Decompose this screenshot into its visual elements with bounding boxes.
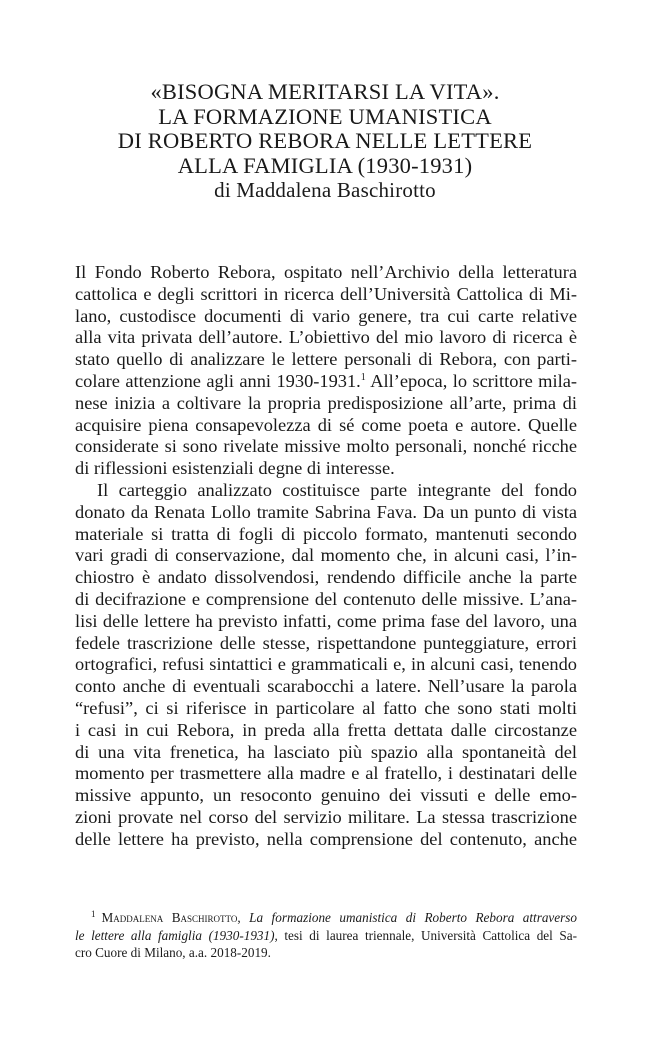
article-title	[60, 80, 590, 203]
text-line: di decifrazione e comprensione del contenuto delle missive. L’ana-	[75, 588, 577, 609]
paragraph-2	[75, 480, 577, 851]
footnote-author: Maddalena Baschirotto	[101, 910, 238, 925]
footnote-text: , tesi di laurea triennale, Università Cattolica del Sa-	[274, 927, 577, 943]
footnote-line: cro Cuore di Milano, a.a. 2018-2019.	[75, 945, 271, 960]
text-segment: All’epoca, lo scrittore mila-	[365, 370, 577, 391]
text-line: lisi delle lettere ha previsto infatti, come prima fase del lavoro, una	[75, 610, 577, 631]
text-segment: colare attenzione agli anni 1930-1931.	[75, 370, 361, 391]
footnote-line	[75, 927, 577, 945]
paragraph-1	[75, 262, 577, 480]
text-line: Il Fondo Roberto Rebora, ospitato nell’Archivio della letteratura	[75, 262, 577, 282]
footnote-work-title: le lettere alla famiglia (1930-1931)	[75, 927, 275, 943]
title-line: LA FORMAZIONE UMANISTICA	[158, 103, 492, 129]
text-line: alla vita privata dell’autore. L’obiettivo del mio lavoro di ricerca è	[75, 327, 577, 348]
title-line: «BISOGNA MERITARSI LA VITA».	[150, 79, 500, 104]
text-line: lano, custodisce documenti di vario genere, tra cui carte relative	[75, 305, 577, 326]
text-line: ortografici, refusi sintattici e grammaticali e, in alcuni casi, tenendo	[75, 654, 577, 675]
footnote-number: 1	[91, 909, 96, 919]
footnote-work-title: La formazione umanistica di Roberto Rebora attraverso	[249, 910, 577, 925]
text-line: stato quello di analizzare le lettere personali di Rebora, con parti-	[75, 349, 577, 370]
text-line: considerate si sono rivelate missive molto personali, nonché ricche	[75, 436, 577, 457]
text-line: vari gradi di conservazione, dal momento che, in alcuni casi, l’in-	[75, 545, 577, 566]
title-line: ALLA FAMIGLIA (1930-1931)	[177, 152, 473, 178]
text-line: chiostro è andato dissolvendosi, rendendo difficile anche la parte	[75, 567, 577, 588]
text-line: missive appunto, un resoconto genuino dei vissuti e delle emo-	[75, 785, 577, 806]
text-line: i casi in cui Rebora, in preda alla fretta dettata dalle circostanze	[75, 719, 577, 740]
text-line: conto anche di eventuali scarabocchi a latere. Nell’usare la parola	[75, 676, 577, 697]
text-line: materiale si tratta di fogli di piccolo formato, mantenuti secondo	[75, 523, 577, 544]
author-byline: di Maddalena Baschirotto	[214, 178, 436, 202]
text-line: “refusi”, ci si riferisce in particolare al fatto che sono stati molti	[75, 697, 577, 718]
text-line: momento per trasmettere alla madre e al fratello, i destinatari delle	[75, 763, 577, 784]
footnote-line: $^1$ Maddalena Baschirotto, La formazione umanistica di Roberto Rebora attraverso	[91, 909, 577, 925]
text-line: delle lettere ha previsto, nella comprensione del contenuto, anche	[75, 828, 577, 849]
text-line: donato da Renata Lollo tramite Sabrina Fava. Da un punto di vista	[75, 501, 577, 522]
text-line: cattolica e degli scrittori in ricerca dell’Università Cattolica di Mi-	[75, 283, 577, 304]
text-line: nese inizia a coltivare la propria predisposizione all’arte, prima di	[75, 392, 577, 413]
text-line: di riflessioni esistenziali degne di interesse.	[75, 458, 395, 479]
text-line: fedele trascrizione delle stesse, rispettandone punteggiature, errori	[75, 632, 577, 653]
title-line: DI ROBERTO REBORA NELLE LETTERE	[117, 128, 533, 153]
text-line: acquisire piena consapevolezza di sé come poeta e autore. Quelle	[75, 414, 577, 435]
body-text	[75, 262, 577, 851]
footnote	[75, 906, 577, 962]
text-line-with-footnote	[75, 371, 577, 393]
footnote-reference: 1	[360, 371, 366, 383]
text-line: Il carteggio analizzato costituisce parte integrante del fondo	[97, 479, 577, 500]
text-line: di una vita frenetica, ha lasciato più spazio alla spontaneità del	[75, 741, 577, 762]
text-line: zioni provate nel corso del servizio militare. La stessa trascrizione	[75, 806, 577, 827]
